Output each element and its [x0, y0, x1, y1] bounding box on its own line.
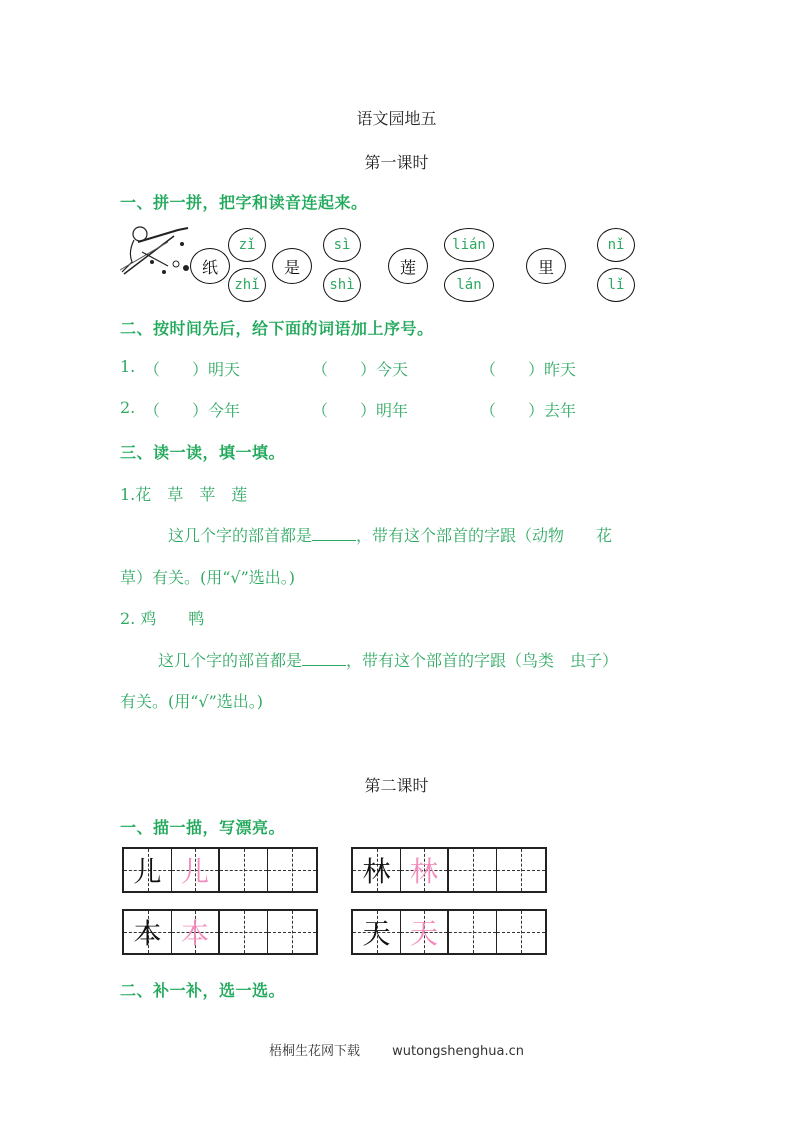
pinyin-oval[interactable]: shì [323, 268, 361, 302]
question-text [168, 523, 612, 546]
footer-site-name: 梧桐生花网下载 [268, 1044, 360, 1059]
trace-char[interactable]: 儿 [180, 855, 209, 888]
writing-cell[interactable] [497, 911, 545, 953]
answer-blank[interactable] [312, 526, 356, 541]
pinyin-oval[interactable]: lián [444, 228, 494, 262]
writing-cell[interactable] [497, 849, 545, 891]
trace-char[interactable]: 林 [409, 855, 438, 888]
writing-grid [122, 909, 318, 955]
char-oval[interactable]: 莲 [388, 248, 428, 284]
pinyin-oval[interactable]: lán [444, 268, 494, 302]
section-heading: 一、拼一拼，把字和读音连起来。 [120, 193, 368, 212]
order-item[interactable]: （ ）明年 [312, 401, 409, 420]
section-heading: 二、按时间先后，给下面的词语加上序号。 [120, 319, 434, 338]
question-chars: 2. 鸡 鸭 [120, 609, 205, 628]
order-item[interactable]: （ ）今年 [144, 401, 241, 420]
question-text-part: ，带有这个部首的字跟（鸟类 虫子） [346, 651, 619, 670]
order-item[interactable]: （ ）昨天 [480, 360, 577, 379]
model-char: 儿 [133, 855, 162, 888]
order-item[interactable]: （ ）去年 [480, 401, 577, 420]
writing-cell[interactable] [449, 849, 497, 891]
question-text-part: ，带有这个部首的字跟（动物 花 [356, 526, 613, 545]
billiards-illustration-icon [118, 222, 198, 277]
row-number: 2. [120, 398, 136, 417]
char-oval[interactable]: 里 [526, 248, 566, 284]
page-title: 语文园地五 [356, 109, 437, 128]
trace-char[interactable]: 天 [409, 917, 438, 950]
writing-cell[interactable] [449, 911, 497, 953]
char-oval[interactable]: 是 [272, 248, 312, 284]
pinyin-oval[interactable]: zhǐ [228, 268, 266, 302]
question-text-part: 这几个字的部首都是 [158, 651, 303, 670]
model-char: 天 [362, 917, 391, 950]
writing-cell[interactable] [220, 911, 268, 953]
order-item[interactable]: （ ）今天 [312, 360, 409, 379]
writing-grid [122, 847, 318, 893]
writing-grid [351, 847, 547, 893]
lesson1-title: 第一课时 [364, 153, 429, 172]
question-text: 草）有关。(用“√”选出。) [120, 568, 296, 587]
trace-char[interactable]: 本 [180, 917, 209, 950]
order-item[interactable]: （ ）明天 [144, 360, 241, 379]
question-text-part: 这几个字的部首都是 [168, 526, 313, 545]
footer-url[interactable]: wutongshenghua.cn [392, 1044, 525, 1059]
pinyin-oval[interactable]: nǐ [597, 228, 635, 262]
pinyin-oval[interactable]: sì [323, 228, 361, 262]
lesson2-title: 第二课时 [364, 776, 429, 795]
model-char: 本 [133, 917, 162, 950]
row-number: 1. [120, 357, 136, 376]
page-footer [0, 1040, 793, 1059]
question-text: 有关。(用“√”选出。) [120, 692, 264, 711]
answer-blank[interactable] [302, 651, 346, 666]
question-chars: 1.花 草 苹 莲 [120, 485, 248, 504]
writing-grid [351, 909, 547, 955]
writing-cell[interactable] [268, 849, 316, 891]
question-text [158, 648, 618, 671]
pinyin-oval[interactable]: lǐ [597, 268, 635, 302]
section-heading: 二、补一补，选一选。 [120, 981, 286, 1000]
writing-cell[interactable] [220, 849, 268, 891]
pinyin-oval[interactable]: zǐ [228, 228, 266, 262]
char-oval[interactable]: 纸 [190, 248, 230, 284]
model-char: 林 [362, 855, 391, 888]
section-heading: 一、描一描，写漂亮。 [120, 818, 286, 837]
section-heading: 三、读一读，填一填。 [120, 443, 286, 462]
writing-cell[interactable] [268, 911, 316, 953]
